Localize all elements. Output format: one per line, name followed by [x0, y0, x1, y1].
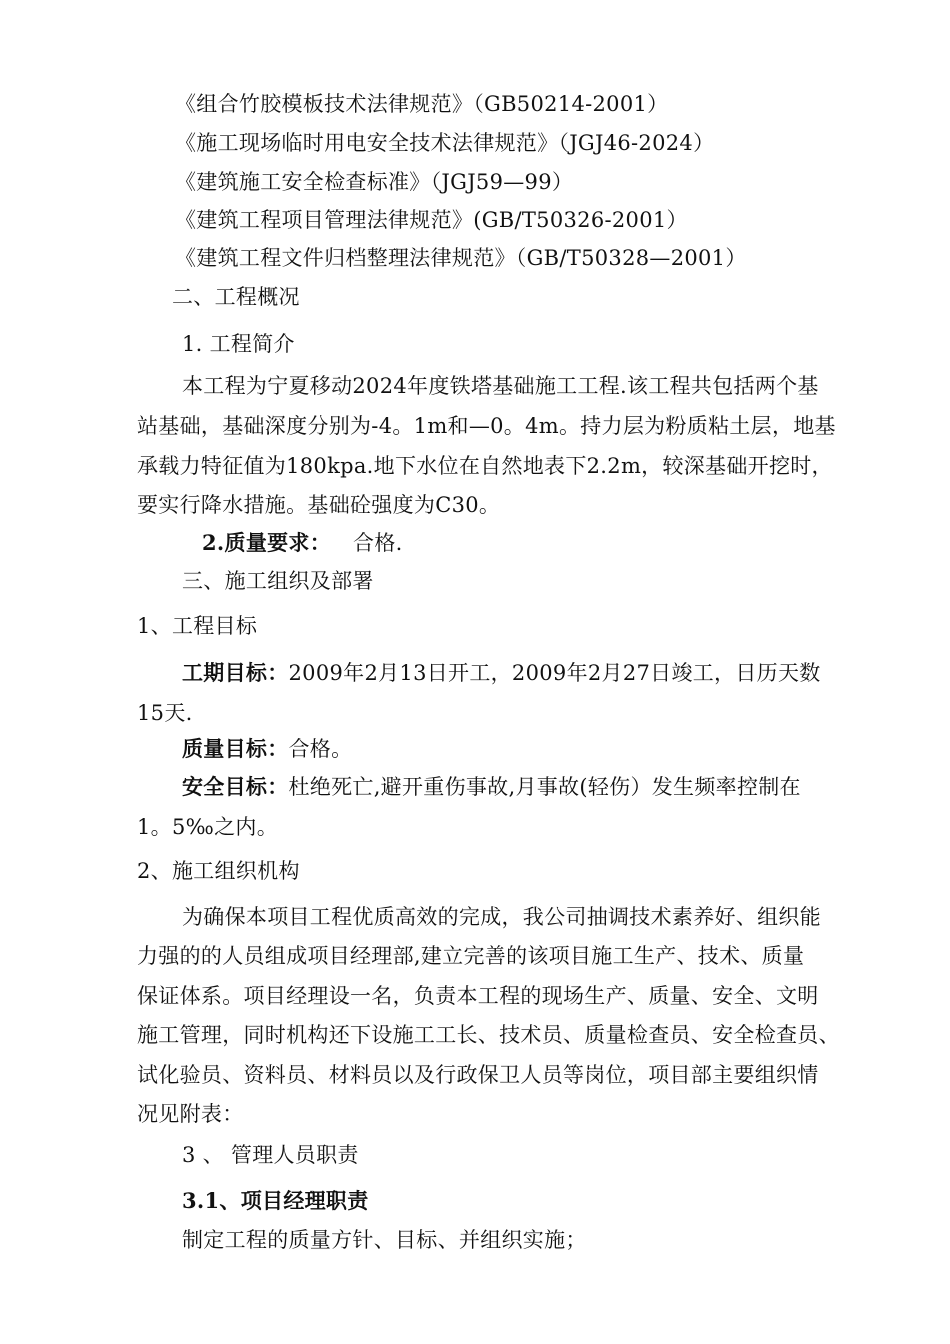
paragraph-line: 15天.: [137, 701, 193, 725]
schedule-goal: [182, 659, 821, 687]
paragraph-line: 站基础，基础深度分别为-4。1m和—0。4m。持力层为粉质粘土层，地基: [137, 414, 836, 438]
quality-goal: [182, 735, 352, 763]
section-heading-organization: 三、施工组织及部署: [182, 569, 374, 593]
subheading-org-structure: 2、施工组织机构: [137, 859, 300, 883]
paragraph-line: 况见附表：: [137, 1102, 244, 1126]
standard-item: 《建筑工程文件归档整理法律规范》（GB/T50328—2001）: [175, 246, 747, 270]
quality-requirement: [202, 529, 403, 557]
paragraph-line: 1。5‰之内。: [137, 815, 278, 839]
safety-goal-label: 安全目标：: [182, 774, 289, 799]
paragraph-line: 力强的的人员组成项目经理部,建立完善的该项目施工生产、技术、质量: [137, 944, 805, 968]
paragraph-line: 试化验员、资料员、材料员以及行政保卫人员等岗位，项目部主要组织情: [137, 1063, 819, 1087]
schedule-goal-text: 2009年2月13日开工，2009年2月27日竣工，日历天数: [288, 661, 821, 685]
schedule-goal-label: 工期目标：: [182, 660, 289, 685]
standard-item: 《组合竹胶模板技术法律规范》（GB50214-2001）: [175, 92, 669, 116]
standard-item: 《建筑工程项目管理法律规范》(GB/T50326-2001）: [175, 208, 688, 232]
subheading-project-goals: 1、工程目标: [137, 614, 258, 638]
paragraph-line: 保证体系。项目经理设一名，负责本工程的现场生产、质量、安全、文明: [137, 984, 819, 1008]
quality-requirement-label: 2.质量要求：: [202, 530, 332, 555]
subheading-manager-duties: 3 、 管理人员职责: [182, 1143, 359, 1167]
standard-item: 《建筑施工安全检查标准》（JGJ59—99）: [175, 170, 574, 194]
paragraph-line: 为确保本项目工程优质高效的完成，我公司抽调技术素养好、组织能: [182, 905, 821, 929]
paragraph-line: 本工程为宁夏移动2024年度铁塔基础施工工程.该工程共包括两个基: [182, 374, 819, 398]
quality-goal-label: 质量目标：: [182, 736, 289, 761]
standard-item: 《施工现场临时用电安全技术法律规范》（JGJ46-2024）: [175, 131, 715, 155]
safety-goal-text: 杜绝死亡,避开重伤事故,月事故(轻伤）发生频率控制在: [288, 775, 801, 799]
quality-goal-text: 合格。: [288, 737, 353, 761]
quality-requirement-value: 合格.: [353, 531, 403, 555]
paragraph-line: 要实行降水措施。基础砼强度为C30。: [137, 493, 501, 517]
paragraph-line: 承载力特征值为180kpa.地下水位在自然地表下2.2m，较深基础开挖时，: [137, 454, 833, 478]
paragraph-line: 制定工程的质量方针、目标、并组织实施；: [182, 1228, 587, 1252]
paragraph-line: 施工管理，同时机构还下设施工工长、技术员、质量检查员、安全检查员、: [137, 1023, 840, 1047]
safety-goal: [182, 773, 801, 801]
subheading-pm-duties: 3.1、项目经理职责: [182, 1188, 369, 1213]
subheading-project-intro: 1. 工程简介: [182, 332, 295, 356]
section-heading-overview: 二、工程概况: [172, 285, 300, 309]
